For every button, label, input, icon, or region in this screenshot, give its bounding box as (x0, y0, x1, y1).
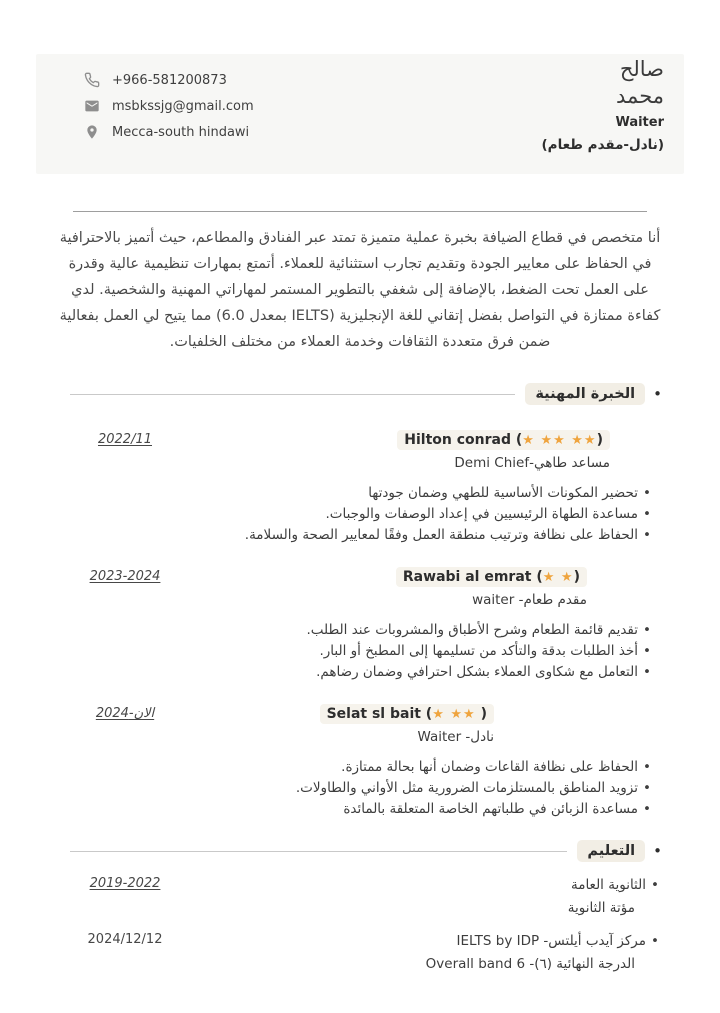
star-rating: ★ ★ (542, 570, 574, 585)
section-header-education (70, 840, 662, 862)
section-title-experience: الخبرة المهنية (525, 383, 645, 405)
education-item (55, 930, 665, 975)
company-label: Rawabi al emrat (402, 569, 532, 585)
contact-list (84, 67, 254, 145)
envelope-icon (84, 98, 100, 114)
job-duty: • تحضير المكونات الأساسية للطهي وضمان جودتها (55, 483, 651, 504)
header-divider (73, 211, 647, 212)
location-pin-icon (84, 124, 100, 140)
job-date: الان-2024 (95, 706, 155, 721)
job-duties (55, 620, 665, 683)
star-rating: ★ ★★ ★★ (522, 433, 597, 448)
job-role: مساعد طاهي-Demi Chief (454, 455, 610, 471)
location-value: Mecca-south hindawi (112, 124, 250, 140)
experience-item (55, 703, 665, 820)
section-title-education: التعليم (577, 840, 645, 862)
phone-icon (84, 72, 100, 88)
job-duty: • الحفاظ على نظافة وترتيب منطقة العمل وفقًا لمعايير الصحة والسلامة. (55, 525, 651, 546)
section-rule (70, 394, 515, 395)
education-item (55, 874, 665, 919)
job-duty: • أخذ الطلبات بدقة والتأكد من تسليمها إلى المطبخ أو البار. (55, 641, 651, 662)
contact-location (84, 119, 254, 145)
job-date: 2023-2024 (89, 569, 161, 584)
education-subtitle: مؤتة الثانوية (567, 900, 635, 916)
email-value: msbkssjg@gmail.com (112, 98, 254, 114)
company-name: Selat sl bait (★ ★★ ) (320, 704, 494, 724)
experience-item (55, 429, 665, 546)
job-duty: • تزويد المناطق بالمستلزمات الضرورية مثل الأواني والطاولات. (55, 778, 651, 799)
job-duty: • مساعدة الطهاة الرئيسيين في إعداد الوصفات والوجبات. (55, 504, 651, 525)
header (36, 54, 684, 174)
contact-phone (84, 67, 254, 93)
section-rule (70, 851, 567, 852)
company-name: Hilton conrad (★ ★★ ★★) (397, 430, 610, 450)
job-title-english: Waiter (615, 115, 664, 130)
education-subtitle: الدرجة النهائية (٦)- Overall band 6 (425, 956, 635, 972)
experience-list (0, 429, 720, 820)
job-role: نادل- Waiter (417, 729, 494, 745)
section-header-experience (70, 383, 662, 405)
job-date: 2022/11 (97, 432, 152, 447)
phone-value: +966-581200873 (112, 72, 227, 88)
job-role: مقدم طعام- waiter (472, 592, 587, 608)
education-lines (55, 874, 665, 919)
education-date: 2019-2022 (89, 876, 161, 891)
job-title-arabic: (نادل-مقدم طعام) (541, 137, 664, 153)
job-duty: • الحفاظ على نظافة القاعات وضمان أنها بحالة ممتازة. (55, 757, 651, 778)
education-title: • الثانوية العامة (55, 874, 659, 896)
education-lines (55, 930, 665, 975)
company-name: Rawabi al emrat (★ ★) (396, 567, 587, 587)
summary-paragraph: أنا متخصص في قطاع الضيافة بخبرة عملية متميزة تمتد عبر الفنادق والمطاعم، حيث أتميز بالاحترافية في الحفاظ على معايير الجودة وتقديم تجارب استثنائية للعملاء. أتمتع بمهارات تنظيمية عالية وقدرة على العمل تحت الضغط، بالإضافة إلى شغفي بالتطوير المستمر لمهاراتي المهنية والشخصية. لدي كفاءة ممتازة في التواصل بفضل إتقاني للغة الإنجليزية (IELTS بمعدل 6.0) مما يتيح لي العمل بفعالية ضمن فرق متعددة الثقافات وخدمة العملاء من مختلف الخلفيات. (59, 230, 661, 350)
job-duties (55, 483, 665, 546)
job-duty: • تقديم قائمة الطعام وشرح الأطباق والمشروبات عند الطلب. (55, 620, 651, 641)
experience-item (55, 566, 665, 683)
section-bullet: • (653, 385, 662, 403)
company-label: Selat sl bait (326, 706, 421, 722)
education-date: 2024/12/12 (87, 932, 163, 947)
education-list (0, 874, 720, 975)
job-duties (55, 757, 665, 820)
identity (542, 56, 665, 153)
company-label: Hilton conrad (404, 432, 511, 448)
name-first: صالح (619, 57, 664, 81)
section-bullet: • (653, 842, 662, 860)
name-last: محمد (616, 84, 664, 108)
job-duty: • مساعدة الزبائن في طلباتهم الخاصة المتعلقة بالمائدة (55, 799, 651, 820)
contact-email (84, 93, 254, 119)
star-rating: ★ ★★ (432, 707, 476, 722)
education-title: • مركز آيدب أيلتس- IELTS by IDP (55, 930, 659, 952)
job-duty: • التعامل مع شكاوى العملاء بشكل احترافي وضمان رضاهم. (55, 662, 651, 683)
